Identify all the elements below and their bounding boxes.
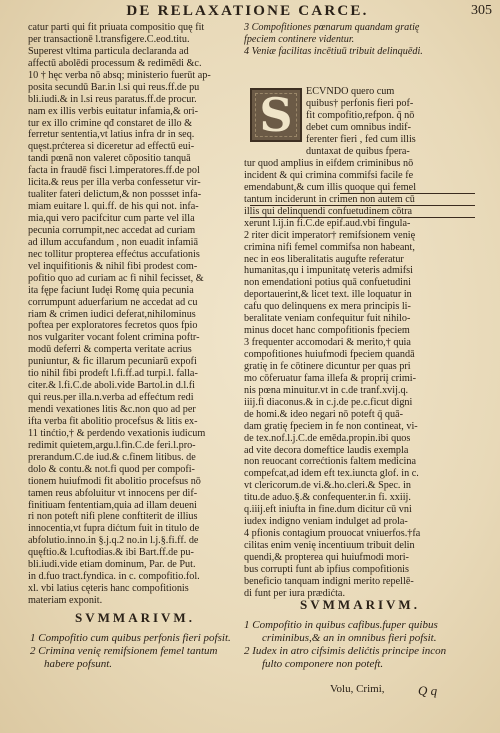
summarium-right-item: criminibus,& an in omnibus fieri pofsit.	[262, 632, 437, 644]
text-line: tur ex illo crimine qđ constaret de illo &	[28, 117, 193, 129]
text-line: bli.iudi.& in l.si reus paratus.ff.de procur.	[28, 93, 197, 105]
text-line: quendi,& propterea qui huiufmodi mori-	[244, 551, 409, 563]
text-line: qui reus.per illa.n.verba ad effećtum redi	[28, 392, 194, 404]
text-line: finitiuam fententiam,quia ad illam deueni	[28, 499, 197, 511]
text-line: beneficio tanquam indigni merito repellē-	[244, 575, 414, 587]
text-line: quibus† perfonis fieri pof-	[306, 97, 414, 109]
text-line: emendabunt,& cum illis quoque qui femel	[244, 181, 417, 193]
text-line: vel inquifitionis & nihil fibi prodest com-	[28, 260, 198, 272]
page-footer	[330, 683, 480, 698]
text-line: de tex.nof.l.j.C.de emēda.propin.ibi quos	[244, 432, 411, 444]
text-line: ifta verba fit abolitio procefsus & litis ex-	[28, 415, 198, 427]
text-line: bli.iudi.vide etiam dominum, Par. de Put.	[28, 559, 196, 571]
text-line: nec tollitur propterea effećtus accufationis	[28, 248, 200, 260]
summary-line: fpeciem continere videntur.	[244, 33, 355, 45]
text-line: de homi.& ideo negari nō poteft q̄ quā-	[244, 408, 403, 420]
text-line: riam & crimen iudici deferat,nihilominus	[28, 308, 196, 320]
text-line: non reuocant correćtionis faltem medicina	[244, 456, 416, 468]
text-line: licita.& reus per illa verba confessetur vir-	[28, 177, 201, 189]
right-column-body	[244, 158, 476, 600]
text-line: incident & qui crimina commifsi facile fe	[244, 169, 414, 181]
text-line: quęftio.& l.cuftodias.& ibi Bart.ff.de pu-	[28, 547, 194, 559]
catchword: Volu, Crimi,	[330, 683, 385, 695]
text-line: illis qui delinquendi confuetudinem cōtra	[244, 205, 413, 217]
summarium-left-item: 1 Compofitio cum quibus perfonis fieri pofsit.	[30, 632, 231, 644]
header-title: DE RELAXATIONE CARCE.	[126, 2, 369, 19]
summarium-right-item: 1 Compofitio in quibus cafibus.fuper quibus	[244, 619, 438, 631]
text-line: cafu quo delinquens ex mera principis li-	[244, 301, 411, 313]
summarium-left-heading: SVMMARIVM.	[75, 610, 195, 625]
text-line: posita secundū Bar.in l.si qui reus.ff.de pu	[28, 81, 200, 93]
text-line: vt clericorum.de vi.&.ho.cleri.& Spec. in	[244, 480, 411, 492]
summarium-right-heading: SVMMARIVM.	[300, 597, 420, 612]
text-line: iiij.fi diaconus.& in c.j.de pe.c.ficut digni	[244, 396, 413, 408]
handwritten-underline	[340, 193, 475, 194]
summarium-right-item: 2 Iudex in atro cifsimis delićtis principe incon	[244, 645, 447, 657]
summary-line: 4 Veniæ facilitas incētiuū tribuit delinquēdi.	[244, 45, 423, 57]
right-column-top	[244, 22, 476, 58]
text-line: 11 tinćtio,† & perdendo vexationis iudicum	[28, 427, 206, 439]
summarium-left-item: habere pofsunt.	[44, 658, 113, 670]
text-line: debet cum omnibus indif-	[306, 121, 411, 133]
text-line: materiam exponit.	[28, 595, 103, 606]
text-line: nec in eos liberalitatis augufte referatur	[244, 253, 404, 265]
text-line: 2 riter dicit imperator† remifsionem venię	[244, 229, 416, 241]
text-line: humanitas,qu i impunitatę veteris admifsi	[244, 265, 413, 277]
text-line: Superest vltima particula declaranda ad	[28, 45, 189, 57]
summarium-right-item: fulto componere non poteft.	[262, 658, 384, 670]
text-line: affectū abolēdi processum & redimēdi &c.	[28, 57, 202, 69]
text-line: nis pœna minuitur.vt in c.de tranf.xvij.q.	[244, 384, 409, 396]
decorated-initial	[250, 88, 302, 142]
text-line: per transactionē l.transfigere.C.eod.titu.	[28, 33, 190, 45]
text-line: ri non poteft nifi plene conftiterit de illius	[28, 511, 198, 523]
running-header	[30, 2, 492, 20]
text-line: tionem huiufmodi fit abolitio procefsus nō	[28, 475, 201, 487]
text-line: ferretur sententia,vt latius infra dr in seq.	[28, 129, 195, 141]
text-line: innocentia,vt fupra dićtum fuit in titulo de	[28, 523, 200, 535]
text-line: ECVNDO quero cum	[306, 86, 395, 97]
text-line: non emendationi potius quā confuetudini	[244, 277, 411, 289]
text-line: redimit quietem,argu.l.fin.C.de feri.l.pro-	[28, 439, 196, 451]
signature-mark: Q q	[418, 683, 438, 698]
text-line: iudex indigno veniam indulget ad prola-	[244, 516, 408, 528]
text-line: nos vulgariter vocant folent crimina poftr-	[28, 332, 200, 344]
text-line: tamen reus abfoluitur vt innocens per dif-	[28, 487, 198, 499]
text-line: mia,qui vero pacifcitur cum parte vel illa	[28, 213, 195, 224]
handwritten-underline	[250, 205, 475, 206]
text-line: deportauerint,& licet text. ille loquatur in	[244, 289, 412, 301]
text-line: tio nihil fibi prodeft l.fi.ff.ad turpi.l. falla-	[28, 368, 198, 380]
text-line: minus docet hanc compofitionis fpeciem	[244, 325, 410, 337]
text-line: abfolutio.inno.in §.j.q.2 no.in l.j.§.fi.ff. de	[28, 535, 199, 547]
left-column	[28, 22, 231, 607]
text-line: tandi pœnā non valeret cōpositio tanquā	[28, 153, 191, 165]
text-line: cilitas enim venię incentiuum tribuit delin	[244, 540, 415, 551]
text-line: tualiter fateri delictum,& non possset infa-	[28, 189, 202, 201]
text-line: pecunia corrumpit,nec accedat ad curiam	[28, 224, 196, 236]
text-line: pofitio quo ad curiam ac fi nihil fecisset, &	[28, 272, 204, 284]
text-line: compefcat,ad idem eft tex.iuncta glof. in c.	[244, 468, 419, 480]
handwritten-underline	[250, 217, 475, 218]
text-line: tantum inciderunt in crimen non autem cū	[244, 193, 415, 205]
text-line: ferenter fieri , fed cum illis	[306, 133, 416, 145]
text-line: titu.de aduo.§.& confequenter.in fi. xxiij.	[244, 492, 411, 504]
text-line: dam gratię fpeciem in fe non contineat, vi-	[244, 420, 418, 432]
text-line: 10 † hęc verba nō absq; ministerio fuerūt ap-	[28, 69, 211, 81]
text-line: nam ex illis verbis euitatur infamia,& ori-	[28, 105, 199, 117]
text-line: fit compofitio,refpon. q̄ nō	[306, 109, 415, 121]
text-line: facta in fraudē fisci l.imperatores.ff.de pol	[28, 165, 200, 177]
text-line: xl. vbi latius cęteris hanc compofitionis	[28, 583, 189, 595]
text-line: mendi vexationes litis &c.non quo ad per	[28, 404, 196, 415]
text-line: in d.fuo tract.fyndica. in c. compofitio.fol.	[28, 571, 200, 583]
decorated-initial-letter: S	[259, 88, 293, 142]
text-line: xerunt l.ij.in fi.C.de epif.aud.vbi fingula-	[244, 217, 411, 229]
text-line: quęst.prćterea si diceretur ad effectū eui-	[28, 141, 195, 153]
text-line: corrumpunt aduerfarium ne accedat ad cu	[28, 296, 198, 308]
text-line: 4 pfionis contagium prouocat vniuerfos.†fa	[244, 528, 421, 540]
text-line: catur parti qui fit priuata compositio quę fit	[28, 22, 205, 33]
text-line: ita fępe faciunt Iudęi Romę quia pecunia	[28, 284, 194, 296]
text-line: crimina nifi femel commifsa non habeant,	[244, 241, 415, 253]
text-line: modū deferri & comperta veritate acrius	[28, 344, 192, 356]
text-line: tur quod amplius in eifdem criminibus nō	[244, 158, 414, 169]
text-line: ad vite decora domeftice laudis exempla	[244, 444, 409, 456]
text-line: q.iiij.eft iniufta in fine.dum dicitur cū vni	[244, 504, 412, 516]
text-line: prerandum.C.de iud.& c.finem litibus. de	[28, 451, 196, 463]
text-line: dolo & contu.& not.fi quod per compofi-	[28, 463, 195, 475]
text-line: miam euitare l. qui.ff. de his qui not. infa-	[28, 201, 199, 213]
summarium-left-item: 2 Crimina venię remifsionem femel tantum	[30, 645, 218, 657]
text-line: mo cōferuatur fama illefa & propriį crimi-	[244, 372, 416, 384]
text-line: citer.& l.fi.C.de aboli.vide Bartol.in d.l.fi	[28, 380, 195, 392]
text-line: di funt per iura prædićta.	[244, 587, 345, 599]
text-line: beralitate veniam confequitur fuit nihilo-	[244, 313, 411, 325]
text-line: puniuntur, & fic illarum pecuniarū expofi	[28, 356, 197, 368]
text-line: poftea per exploratores fecretos quos fpio	[28, 320, 198, 332]
text-line: ad illum accufandum , non euadit infamiā	[28, 236, 199, 248]
text-line: 3 frequenter accomodari & merito,† quia	[244, 337, 411, 349]
text-line: gratię in fe cōtinere dicuntur per quas pri	[244, 360, 411, 372]
text-line: duntaxat de quibus fpera-	[306, 145, 410, 157]
right-column-beside-initial	[306, 86, 476, 158]
page-number: 305	[471, 3, 492, 18]
text-line: compofitiones huiufmodi fpeciem quandā	[244, 349, 415, 360]
text-line: bus corrupti funt ab ipfius compofitionis	[244, 563, 409, 575]
summary-line: 3 Compofitiones pœnarum quandam gratię	[244, 22, 420, 33]
